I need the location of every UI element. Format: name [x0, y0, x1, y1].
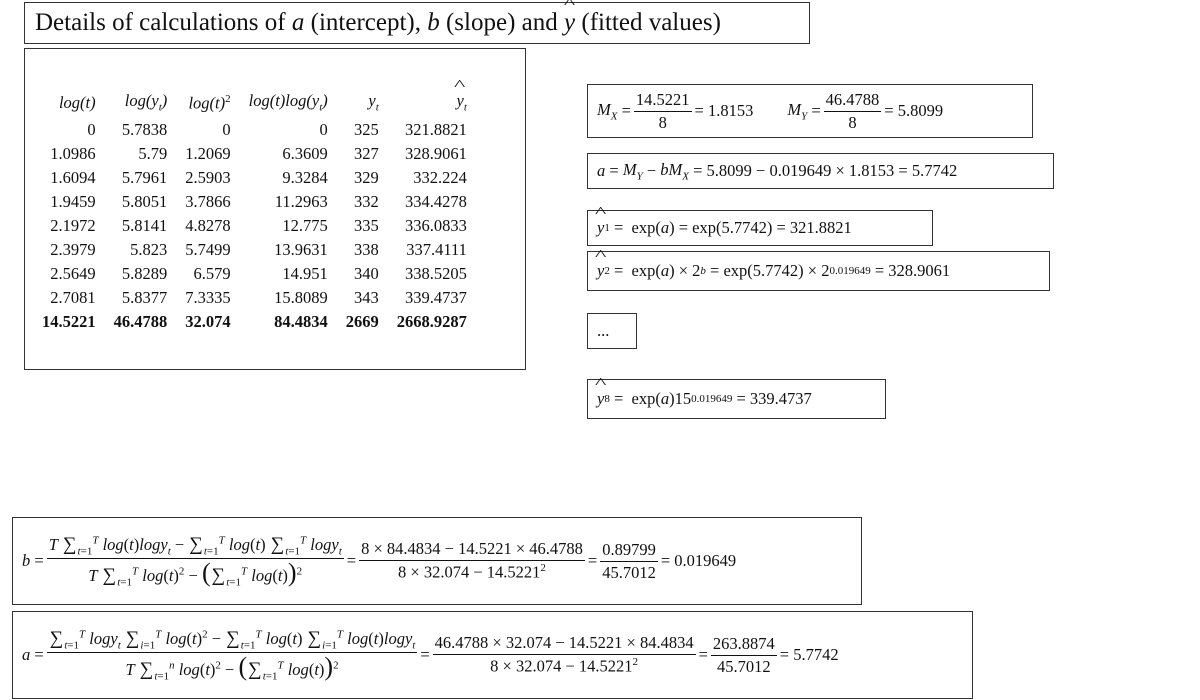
table-cell: 5.7961 [121, 168, 168, 187]
mx-denominator: 8 [658, 112, 667, 132]
table-total-cell: 2668.9287 [396, 312, 467, 331]
table-cell: 2.7081 [50, 288, 96, 307]
table-cell: 328.9061 [405, 144, 467, 163]
slope-numerator: 8 × 84.4834 − 14.5221 × 46.4788 [359, 539, 585, 561]
page-title: Details of calculations of a (intercept), b (slope) and ^ y (fitted values) [24, 2, 810, 44]
table-cell: 334.4278 [405, 192, 467, 211]
calculation-table-panel [24, 48, 526, 370]
intercept-numerator: 46.4788 × 32.074 − 14.5221 × 84.4834 [433, 633, 696, 655]
slope-ratio-fraction [600, 540, 658, 583]
ellipsis-box [587, 313, 637, 349]
fitted-y8-exponent: 0.019649 [691, 393, 733, 405]
means-formula-box: $M_X$ = $\frac{14.5221}{8}$ = 1.8153 $M_Y$ = $\frac{46.4788}{8}$ = 5.8099 [587, 84, 1033, 138]
intercept-ratio-denominator: 45.7012 [717, 656, 771, 676]
table-cell: 5.8051 [121, 192, 168, 211]
table-body [33, 118, 476, 334]
table-cell: 1.6094 [50, 168, 96, 187]
intercept-symbolic-fraction: $\frac{\sum_{t=1}^T \log y_t \sum_{i=1}^T \log(t)^2 - \sum_{t=1}^T \log(t) \sum_{i=1}^T \log(t)\log y_t}{T \sum_{t=1}^n \log(t)^2 - (\sum_{t=1}^T \log(t))^2}$ [47, 628, 418, 683]
table-row [33, 214, 476, 238]
table-cell: 4.8278 [185, 216, 231, 235]
table-cell: 5.8289 [121, 264, 168, 283]
intercept-numeric-fraction: $\frac{46.4788 \times 32.074 - 14.5221 \times 84.4834}{8 \times 32.074 - 14.5221^2}$ [434, 633, 694, 676]
table-cell: 13.9631 [274, 240, 328, 259]
table-cell: 325 [354, 120, 379, 139]
slope-denominator: 8 × 32.074 − 14.5221 [398, 562, 541, 582]
table-cell: 1.0986 [50, 144, 96, 163]
table-row [33, 238, 476, 262]
table-totals-row [33, 310, 476, 334]
intercept-equation-box: a = $M_Y$ − $bM_X$ = 5.8099 − 0.019649 × 1.8153 = 5.7742 [587, 153, 1054, 189]
table-cell: 2.3979 [50, 240, 96, 259]
table-cell: 340 [354, 264, 379, 283]
table-cell: 5.79 [138, 144, 168, 163]
table-row [33, 286, 476, 310]
my-numerator: 46.4788 [824, 90, 882, 112]
table-cell: 2.1972 [50, 216, 96, 235]
table-cell: 5.7499 [185, 240, 231, 259]
table-cell: 339.4737 [405, 288, 467, 307]
intercept-denominator: 8 × 32.074 − 14.5221 [490, 656, 633, 676]
table-header-row [33, 87, 476, 118]
intercept-eq-b: 0.019649 [769, 161, 832, 180]
fitted-y2-a: 5.7742 [752, 261, 799, 280]
table-total-cell: 14.5221 [42, 312, 96, 331]
fitted-y1-a: 5.7742 [721, 218, 767, 237]
table-cell: 0 [87, 120, 96, 139]
table-cell: 336.0833 [405, 216, 467, 235]
table-row [33, 190, 476, 214]
table-cell: 5.8141 [121, 216, 168, 235]
table-cell: 7.3335 [185, 288, 231, 307]
table-cell: 6.3609 [282, 144, 328, 163]
fitted-y8-value: 339.4737 [749, 389, 812, 408]
mx-numerator: 14.5221 [634, 90, 692, 112]
table-row [33, 262, 476, 286]
intercept-formula-box: a = $\frac{\sum_{t=1}^T \log y_t \sum_{i=1}^T \log(t)^2 - \sum_{t=1}^T \log(t) \sum_{i=1}^T \log(t)\log y_t}{T \sum_{t=1}^n \log(t)^2 - (\sum_{t=1}^T \log(t))^2}$ = $\frac{46.4788 \times 32.074 - 14.5221 \times 84.4834}{8 \times 32.074 - 14.5221^2}$ = $\frac{263.8874}{45.7012}$ = 5.7742 [12, 611, 973, 699]
fitted-y2-box: ^ y 2 = exp( a ) × 2 b = exp( 5.7742 ) × 2 0.019649 = 328.9061 [587, 251, 1050, 291]
slope-value: 0.019649 [674, 551, 737, 570]
mx-value: 1.8153 [707, 101, 754, 120]
table-cell: 332 [354, 192, 379, 211]
intercept-ratio-fraction [711, 634, 777, 677]
slope-ratio-numerator: 0.89799 [600, 540, 658, 562]
col-header-log-t: log(t) [58, 93, 96, 112]
my-value: 5.8099 [897, 101, 944, 120]
table-cell: 5.7838 [121, 120, 168, 139]
fitted-y1-box: ^ y 1 = exp( a ) = exp( 5.7742 ) = 321.8821 [587, 210, 933, 246]
slope-symbolic-fraction: $\frac{T \sum_{t=1}^T \log(t)\log y_t - \sum_{t=1}^T \log(t) \sum_{t=1}^T \log y_t}{T \sum_{t=1}^T \log(t)^2 - (\sum_{t=1}^T \log(t))^2}$ [48, 533, 342, 589]
table-row [33, 166, 476, 190]
col-header-log-t-squared: $\log(t)^2$ [188, 92, 231, 112]
fitted-y2-value: 328.9061 [888, 261, 951, 280]
fitted-y2-exponent: 0.019649 [829, 265, 871, 277]
ellipsis-text: ... [597, 321, 610, 340]
my-denominator: 8 [848, 112, 857, 132]
table-cell: 0 [319, 120, 328, 139]
table-cell: 5.8377 [121, 288, 168, 307]
table-cell: 337.4111 [406, 240, 467, 259]
table-cell: 11.2963 [274, 192, 328, 211]
col-header-yhat-t: ^ $y_t$ [388, 87, 476, 118]
table-cell: 2.5649 [50, 264, 96, 283]
table-total-cell: 46.4788 [113, 312, 168, 331]
mx-fraction [634, 90, 692, 133]
table-row [33, 142, 476, 166]
fitted-y1-value: 321.8821 [789, 218, 852, 237]
table-cell: 335 [354, 216, 379, 235]
col-header-yt: $y_t$ [368, 90, 379, 113]
table-cell: 5.823 [130, 240, 168, 259]
table-cell: 12.775 [282, 216, 328, 235]
table-cell: 2.5903 [185, 168, 231, 187]
table-row [33, 118, 476, 142]
table-cell: 0 [222, 120, 231, 139]
table-cell: 3.7866 [185, 192, 231, 211]
table-cell: 1.9459 [50, 192, 96, 211]
intercept-eq-my: 5.8099 [706, 161, 752, 180]
fitted-y8-base: 15 [674, 389, 692, 408]
fitted-y8-box: ^ y 8 = exp( a ) 15 0.019649 = 339.4737 [587, 379, 886, 419]
my-fraction [824, 90, 882, 133]
intercept-eq-result: 5.7742 [911, 161, 958, 180]
table-cell: 332.224 [413, 168, 467, 187]
table-cell: 15.8089 [274, 288, 328, 307]
intercept-value: 5.7742 [793, 645, 839, 664]
table-cell: 329 [354, 168, 379, 187]
col-header-log-t-log-yt: $\log(t)\log(y_t)$ [248, 90, 328, 113]
slope-numeric-fraction: $\frac{8 \times 84.4834 - 14.5221 \times 46.4788}{8 \times 32.074 - 14.5221^2}$ [361, 539, 583, 582]
col-header-log-yt: $\log(y_t)$ [124, 90, 168, 113]
intercept-eq-mx: 1.8153 [848, 161, 895, 180]
table-cell: 338 [354, 240, 379, 259]
slope-ratio-denominator: 45.7012 [602, 562, 656, 582]
table-cell: 338.5205 [405, 264, 467, 283]
table-cell: 327 [354, 144, 379, 163]
table-cell: 9.3284 [282, 168, 328, 187]
table-total-cell: 32.074 [185, 312, 231, 331]
calculation-table [33, 87, 476, 334]
table-cell: 1.2069 [185, 144, 231, 163]
table-cell: 14.951 [282, 264, 328, 283]
table-cell: 6.579 [193, 264, 231, 283]
table-total-cell: 84.4834 [274, 312, 328, 331]
table-total-cell: 2669 [345, 312, 379, 331]
table-cell: 343 [354, 288, 379, 307]
intercept-ratio-numerator: 263.8874 [711, 634, 777, 656]
slope-formula-box: b = $\frac{T \sum_{t=1}^T \log(t)\log y_t - \sum_{t=1}^T \log(t) \sum_{t=1}^T \log y_t}{T \sum_{t=1}^T \log(t)^2 - (\sum_{t=1}^T \log(t))^2}$ = $\frac{8 \times 84.4834 - 14.5221 \times 46.4788}{8 \times 32.074 - 14.5221^2}$ = $\frac{0.89799}{45.7012}$ = 0.019649 [12, 517, 862, 605]
table-cell: 321.8821 [405, 120, 467, 139]
